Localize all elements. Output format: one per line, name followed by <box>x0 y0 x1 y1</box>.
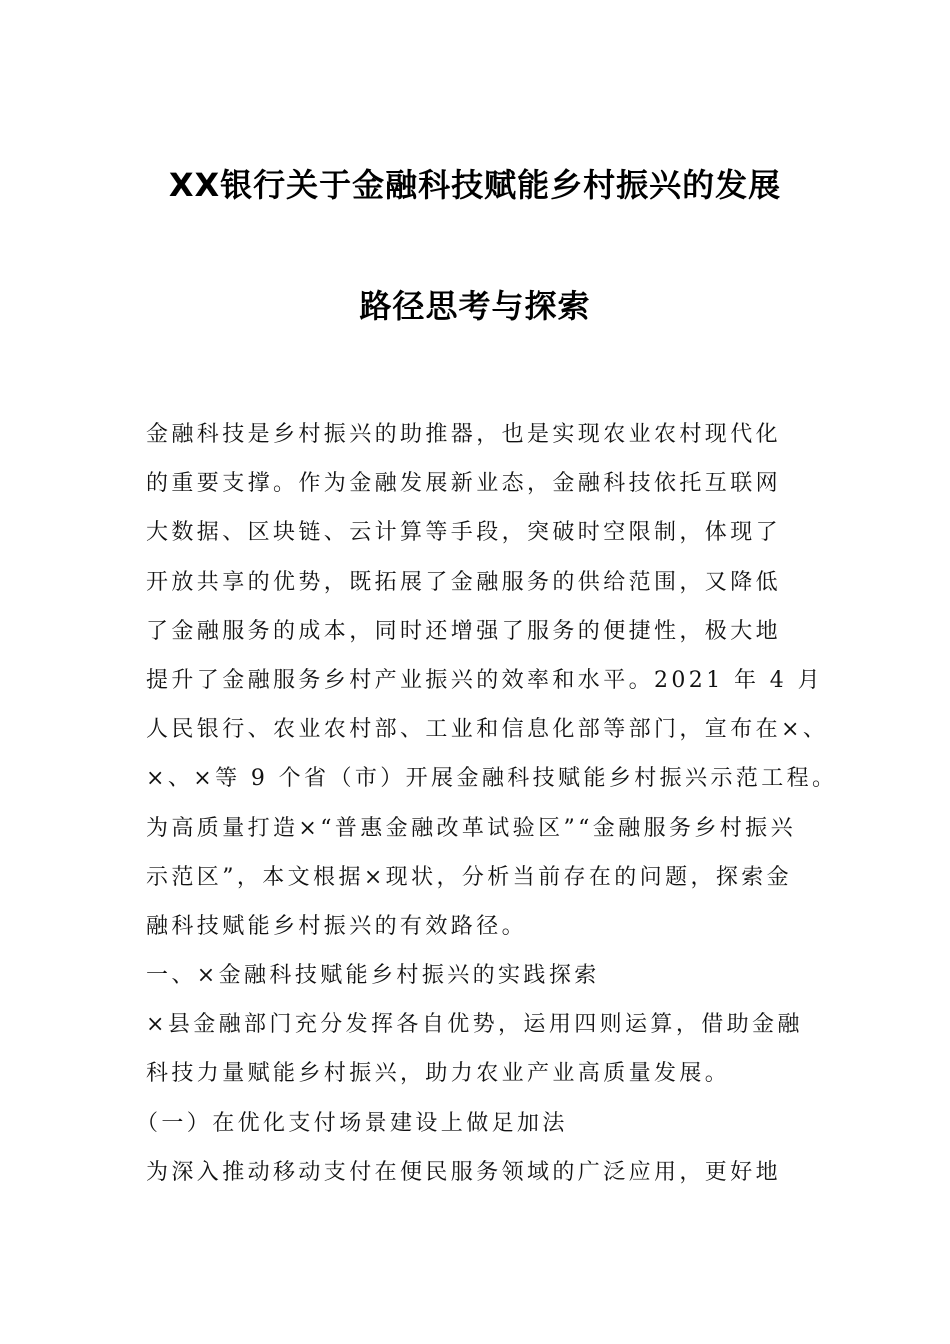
subsection-heading: （一）在优化支付场景建设上做足加法 <box>136 1110 568 1136</box>
body-line: ×、×等 9 个省（市）开展金融科技赋能乡村振兴示范工程。 <box>146 766 838 792</box>
document-body <box>136 410 838 1197</box>
body-line: 了金融服务的成本，同时还增强了服务的便捷性，极大地 <box>146 618 782 644</box>
body-line: 融科技赋能乡村振兴的有效路径。 <box>146 913 528 939</box>
body-line: 为深入推动移动支付在便民服务领域的广泛应用，更好地 <box>146 1159 782 1185</box>
document-title-line-2: 路径思考与探索 <box>359 287 591 325</box>
body-line: 开放共享的优势，既拓展了金融服务的供给范围，又降低 <box>146 569 782 595</box>
body-line: 大数据、区块链、云计算等手段，突破时空限制，体现了 <box>146 520 782 546</box>
body-line: 提升了金融服务乡村产业振兴的效率和水平。2021 年 4 月 <box>146 667 823 693</box>
body-line: 金融科技是乡村振兴的助推器，也是实现农业农村现代化 <box>146 422 782 447</box>
body-line: 人民银行、农业农村部、工业和信息化部等部门，宣布在×、 <box>146 717 829 743</box>
body-line: 的重要支撑。作为金融发展新业态，金融科技依托互联网 <box>146 471 782 497</box>
body-line: 科技力量赋能乡村振兴，助力农业产业高质量发展。 <box>146 1061 731 1087</box>
body-line: 为高质量打造×“普惠金融改革试验区”“金融服务乡村振兴 <box>146 815 796 841</box>
document-title-line-1: XX银行关于金融科技赋能乡村振兴的发展 <box>168 166 782 204</box>
body-line: 示范区”，本文根据×现状，分析当前存在的问题，探索金 <box>146 864 793 890</box>
section-heading: 一、×金融科技赋能乡村振兴的实践探索 <box>146 963 600 989</box>
body-line: ×县金融部门充分发挥各自优势，运用四则运算，借助金融 <box>146 1012 803 1038</box>
